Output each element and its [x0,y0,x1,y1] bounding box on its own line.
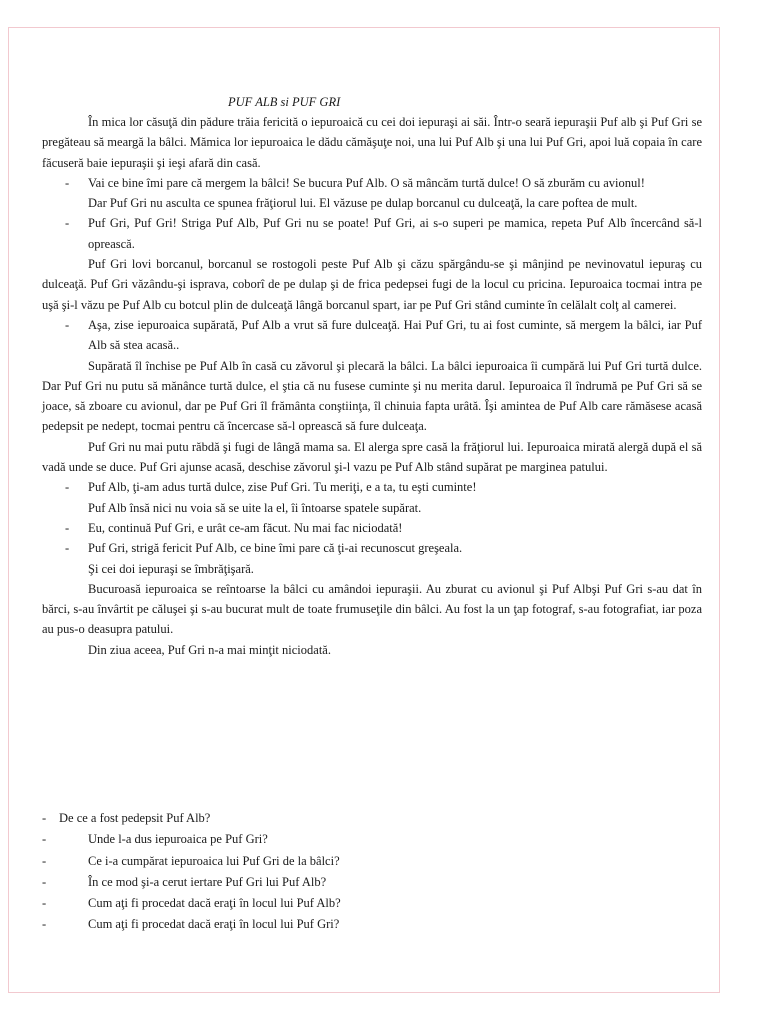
dash-marker: - [42,917,47,932]
dialogue-line: - Puf Gri, strigă fericit Puf Alb, ce bine îmi pare că ţi-ai recunoscut greşeala. [42,538,702,558]
dialogue-line: - Puf Gri, Puf Gri! Striga Puf Alb, Puf Gri nu se poate! Puf Gri, ai s-o superi pe mamica, repeta Puf Alb încercând să-l oprească. [42,213,702,254]
dash-marker: - [42,832,47,847]
dash-marker: - [65,175,70,190]
question-item: - Ce i-a cumpărat iepuroaica lui Puf Gri de la bâlci? [42,851,702,872]
question-list [42,808,702,936]
story-paragraph: Puf Gri lovi borcanul, borcanul se rostogoli peste Puf Alb şi căzu spărgându-se şi mânjind pe nevinovatul iepuraş cu dulceaţă. Puf Gri văzându-şi isprava, coborî de pe dulap şi de frica pedepsei fugi de la locul cu pricina. Iepuroaica tocmai intra pe uşă şi-l văzu pe Puf Alb cu botcul plin de dulceaţă lângă borcanul spart, iar pe Puf Gri stând cuminte în celălalt colţ al camerei. [42,257,702,312]
story-paragraph: Bucuroasă iepuroaica se reîntoarse la bâlci cu amândoi iepuraşii. Au zburat cu avionul şi Puf Albşi Puf Gri s-au dat în bărci, s-au învârtit pe căluşei şi s-au bucurat mult de toate frumuseţile din bâlci. Au fost la un ţap fotograf, s-au fotografiat, iar poza au pus-o deasupra patului. [42,581,702,637]
story-paragraph: Din ziua aceea, Puf Gri n-a mai minţit niciodată. [88,642,331,657]
dialogue-line: - Vai ce bine îmi pare că mergem la bâlci! Se bucura Puf Alb. O să mâncăm turtă dulce! O să zburăm cu avionul! [42,173,702,193]
question-item: - În ce mod şi-a cerut iertare Puf Gri lui Puf Alb? [42,872,702,893]
dialogue-line: - Eu, continuă Puf Gri, e urât ce-am făcut. Nu mai fac niciodată! [42,518,702,538]
story-paragraph: Puf Gri nu mai putu răbdă şi fugi de lângă mama sa. El alerga spre casă la frăţiorul lui. Iepuroaica mirată alergă după el să vadă unde se duce. Puf Gri ajunse acasă, deschise zăvorul şi-l vazu pe Puf Alb stând supărat pe marginea patului. [42,439,702,475]
question-item: - Cum aţi fi procedat dacă eraţi în locul lui Puf Alb? [42,893,702,914]
dash-marker: - [65,317,70,332]
story-line: Şi cei doi iepuraşi se îmbrăţişară. [88,561,254,576]
dash-marker: - [65,541,70,556]
story-body [42,92,702,660]
dash-marker: - [42,874,47,889]
dialogue-line: - Aşa, zise iepuroaica supărată, Puf Alb a vrut să fure dulceaţă. Hai Puf Gri, tu ai fost cuminte, să mergem la bâlci, iar Puf Alb să stea acasă.. [42,315,702,356]
dash-marker: - [42,853,47,868]
dash-marker: - [65,216,70,231]
question-item: - De ce a fost pedepsit Puf Alb? [42,808,702,829]
dash-marker: - [65,520,70,535]
dash-marker: - [42,896,47,911]
dash-marker: - [65,480,70,495]
dash-marker: - [42,811,47,825]
story-line: Puf Alb însă nici nu voia să se uite la el, îi întoarse spatele supărat. [88,500,422,515]
story-paragraph: Supărată îl închise pe Puf Alb în casă cu zăvorul şi plecară la bâlci. La bâlci iepuroaica îi cumpără lui Puf Gri turtă dulce. Dar Puf Gri nu putu să mănânce turtă dulce, el ştia că nu fusese cuminte şi nu merita darul. Iepuroaica îl îndrumă pe Puf Gri să se joace, să zboare cu avionul, dar pe Puf Gri îl frământa conştiinţa, îl chinuia fapta urâtă. Îşi amintea de Puf Alb care rămăsese acasă pedepsit pe nedept, tocmai pentru că încercase să-l oprească să fure dulceaţa. [42,358,702,434]
story-paragraph: Dar Puf Gri nu asculta ce spunea frăţiorul lui. El văzuse pe dulap borcanul cu dulceaţă, la care poftea de mult. [88,196,638,211]
story-title: PUF ALB si PUF GRI [228,95,341,109]
question-item: - Unde l-a dus iepuroaica pe Puf Gri? [42,829,702,850]
story-paragraph: În mica lor căsuţă din pădure trăia fericită o iepuroaică cu cei doi iepuraşi ai săi. Într-o seară iepuraşii Puf alb şi Puf Gri se pregăteau să meargă la bâlci. Mămica lor iepuroaica le dădu cămăşuţe noi, una lui Puf Alb şi una lui Puf Gri, apoi luă copaia în care făcuseră baie iepuraşii şi ieşi afară din casă. [42,115,702,170]
dialogue-line: - Puf Alb, ţi-am adus turtă dulce, zise Puf Gri. Tu meriţi, e a ta, tu eşti cuminte! [42,477,702,497]
question-item: - Cum aţi fi procedat dacă eraţi în locul lui Puf Gri? [42,914,702,935]
